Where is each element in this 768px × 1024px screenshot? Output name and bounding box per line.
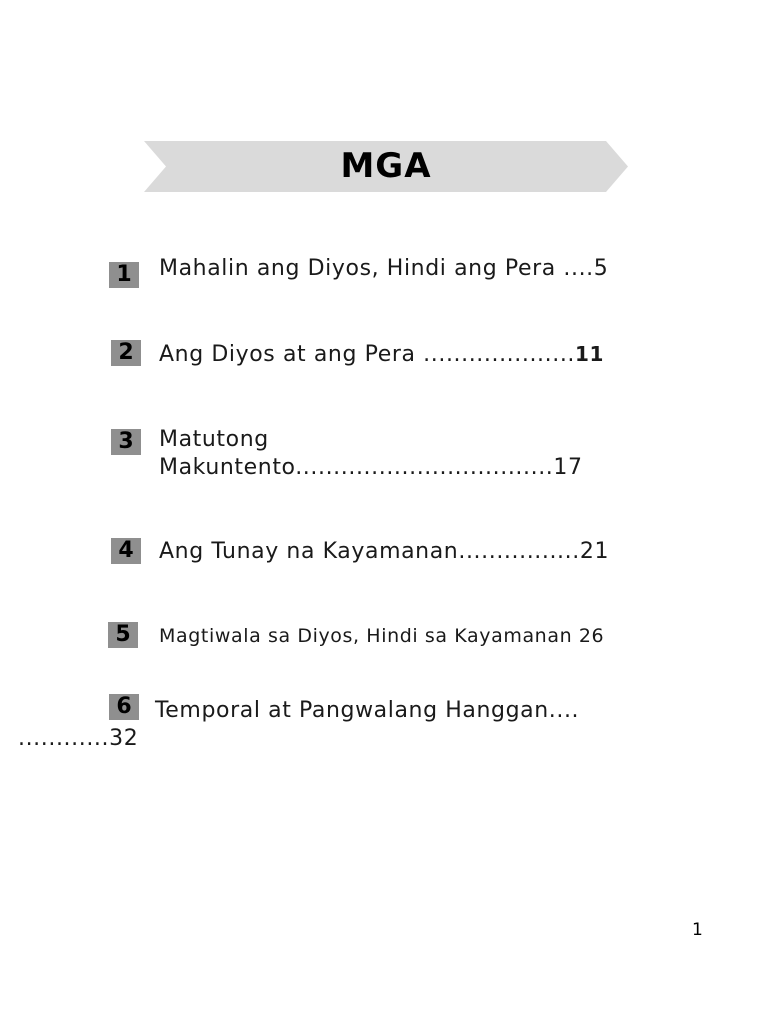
entry-number-badge: 3 bbox=[111, 429, 141, 455]
toc-entry-6[interactable]: Temporal at Pangwalang Hanggan.... bbox=[155, 698, 580, 723]
title-banner bbox=[144, 141, 628, 192]
entry-number-badge: 2 bbox=[111, 340, 141, 366]
toc-entry-5[interactable]: Magtiwala sa Diyos, Hindi sa Kayamanan 26 bbox=[159, 625, 605, 647]
toc-entry-2-page: 11 bbox=[575, 342, 605, 366]
toc-entry-2-title: Ang Diyos at ang Pera .................... bbox=[159, 342, 576, 367]
entry-number-badge: 1 bbox=[109, 262, 139, 288]
toc-entry-6-continuation[interactable]: ............32 bbox=[18, 726, 139, 751]
page-number: 1 bbox=[692, 920, 703, 940]
toc-entry-4[interactable]: Ang Tunay na Kayamanan................21 bbox=[159, 539, 610, 564]
entry-number-badge: 4 bbox=[111, 538, 141, 564]
toc-entry-3-line2[interactable]: Makuntento..................................17 bbox=[159, 455, 583, 480]
toc-entry-1[interactable]: Mahalin ang Diyos, Hindi ang Pera ....5 bbox=[159, 256, 609, 281]
toc-entry-2[interactable] bbox=[159, 342, 604, 367]
entry-number-badge: 6 bbox=[109, 694, 139, 720]
toc-entry-3-line1[interactable]: Matutong bbox=[159, 427, 269, 452]
entry-number-badge: 5 bbox=[108, 622, 138, 648]
page-title: MGA bbox=[340, 146, 432, 186]
